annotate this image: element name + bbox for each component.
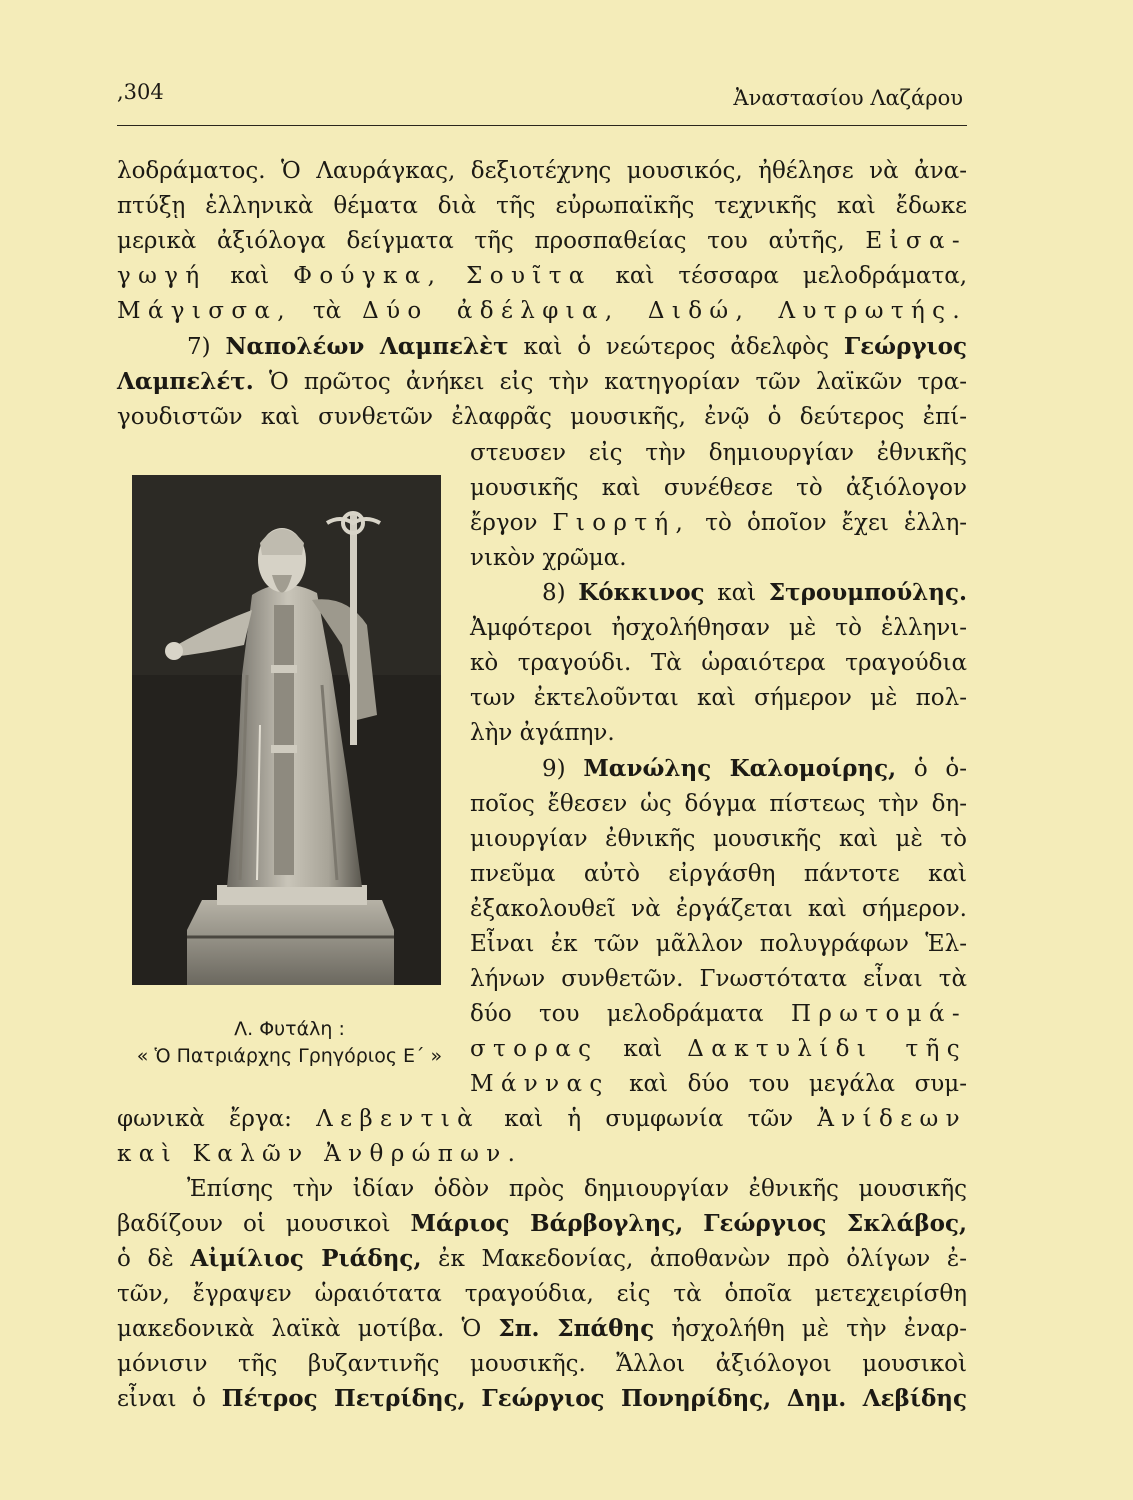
text-line: στευσεν εἰς τὴν δημιουργίαν ἐθνικῆς xyxy=(470,440,967,466)
text-line: Εἶναι ἐκ τῶν μᾶλλον πολυγράφων Ἑλ- xyxy=(470,931,967,957)
text-line: μερικὰ ἀξιόλογα δείγματα τῆς προσπαθείας του αὐτῆς, Εἰσα- xyxy=(117,228,967,254)
text-line: λὴν ἀγάπην. xyxy=(470,720,615,746)
text-line: λοδράματος. Ὁ Λαυράγκας, δεξιοτέχνης μουσικός, ἠθέλησε νὰ ἀνα- xyxy=(117,158,967,184)
statue-photo xyxy=(132,475,441,985)
text-line: λήνων συνθετῶν. Γνωστότατα εἶναι τὰ xyxy=(470,966,967,992)
header-rule xyxy=(117,125,967,126)
text-line: ὁ δὲ Αἰμίλιος Ριάδης, ἐκ Μακεδονίας, ἀποθανὼν πρὸ ὀλίγων ἐ- xyxy=(117,1245,967,1272)
text-line: φωνικὰ ἔργα: Λεβεντιὰ καὶ ἡ συμφωνία τῶν Ἀνίδεων xyxy=(117,1106,967,1132)
statue-illustration xyxy=(132,475,441,985)
text-line: ἔργον Γιορτή, τὸ ὁποῖον ἔχει ἑλλη- xyxy=(470,510,967,536)
text-line: 8) Κόκκινος καὶ Στρουμπούλης. xyxy=(542,579,968,606)
text-line: μακεδονικὰ λαϊκὰ μοτίβα. Ὁ Σπ. Σπάθης ἠσχολήθη μὲ τὴν ἐναρ- xyxy=(117,1315,968,1342)
text-line: Ἐπίσης τὴν ἰδίαν ὁδὸν πρὸς δημιουργίαν ἐθνικῆς μουσικῆς xyxy=(187,1176,967,1202)
text-line: μιουργίαν ἐθνικῆς μουσικῆς καὶ μὲ τὸ xyxy=(470,826,967,852)
page-number: ,304 xyxy=(117,80,164,104)
text-line: μουσικῆς καὶ συνέθεσε τὸ ἀξιόλογον xyxy=(470,475,967,501)
text-line: καὶ Καλῶν Ἀνθρώπων. xyxy=(117,1141,523,1167)
running-title: Ἀναστασίου Λαζάρου xyxy=(733,86,963,110)
text-line: 7) Ναπολέων Λαμπελὲτ καὶ ὁ νεώτερος ἀδελφὸς Γεώργιος xyxy=(187,333,968,360)
text-line: ἐξακολουθεῖ νὰ ἐργάζεται καὶ σήμερον. xyxy=(470,896,967,922)
text-line: ποῖος ἔθεσεν ὡς δόγμα πίστεως τὴν δη- xyxy=(470,791,967,817)
text-line: πτύξῃ ἑλληνικὰ θέματα διὰ τῆς εὐρωπαϊκῆς τεχνικῆς καὶ ἔδωκε xyxy=(117,193,967,219)
figure-caption-line1: Λ. Φυτάλη : xyxy=(234,1018,345,1040)
figure-caption-line2: « Ὁ Πατριάρχης Γρηγόριος Ε΄ » xyxy=(136,1045,443,1067)
text-line: στορας καὶ Δακτυλίδι τῆς xyxy=(470,1036,968,1062)
text-line: γουδιστῶν καὶ συνθετῶν ἐλαφρᾶς μουσικῆς, ἐνῷ ὁ δεύτερος ἐπί- xyxy=(117,404,967,430)
text-line: 9) Μανώλης Καλομοίρης, ὁ ὁ- xyxy=(542,755,968,782)
text-line: τῶν, ἔγραψεν ὡραιότατα τραγούδια, εἰς τὰ ὁποῖα μετεχειρίσθη xyxy=(117,1281,967,1307)
text-line: γωγή καὶ Φούγκα, Σουῖτα καὶ τέσσαρα μελοδράματα, xyxy=(117,263,968,289)
text-line: Μάννας καὶ δύο του μεγάλα συμ- xyxy=(470,1071,967,1097)
text-line: μόνισιν τῆς βυζαντινῆς μουσικῆς. Ἄλλοι ἀξιόλογοι μουσικοὶ xyxy=(117,1351,967,1377)
text-line: πνεῦμα αὐτὸ εἰργάσθη πάντοτε καὶ xyxy=(470,861,967,887)
text-line: εἶναι ὁ Πέτρος Πετρίδης, Γεώργιος Πονηρίδης, Δημ. Λεβίδης xyxy=(117,1385,968,1412)
text-line: Μάγισσα, τὰ Δύο ἀδέλφια, Διδώ, Λυτρωτής. xyxy=(117,298,968,324)
text-line: νικὸν χρῶμα. xyxy=(470,545,627,571)
text-line: κὸ τραγούδι. Τὰ ὡραιότερα τραγούδια xyxy=(470,650,967,676)
text-line: των ἐκτελοῦνται καὶ σήμερον μὲ πολ- xyxy=(470,685,967,711)
text-line: βαδίζουν οἱ μουσικοὶ Μάριος Βάρβογλης, Γεώργιος Σκλάβος, xyxy=(117,1210,968,1237)
text-line: Λαμπελέτ. Ὁ πρῶτος ἀνήκει εἰς τὴν κατηγορίαν τῶν λαϊκῶν τρα- xyxy=(117,368,967,395)
text-line: δύο του μελοδράματα Πρωτομά- xyxy=(470,1001,967,1027)
text-line: Ἀμφότεροι ἠσχολήθησαν μὲ τὸ ἑλληνι- xyxy=(470,615,967,641)
